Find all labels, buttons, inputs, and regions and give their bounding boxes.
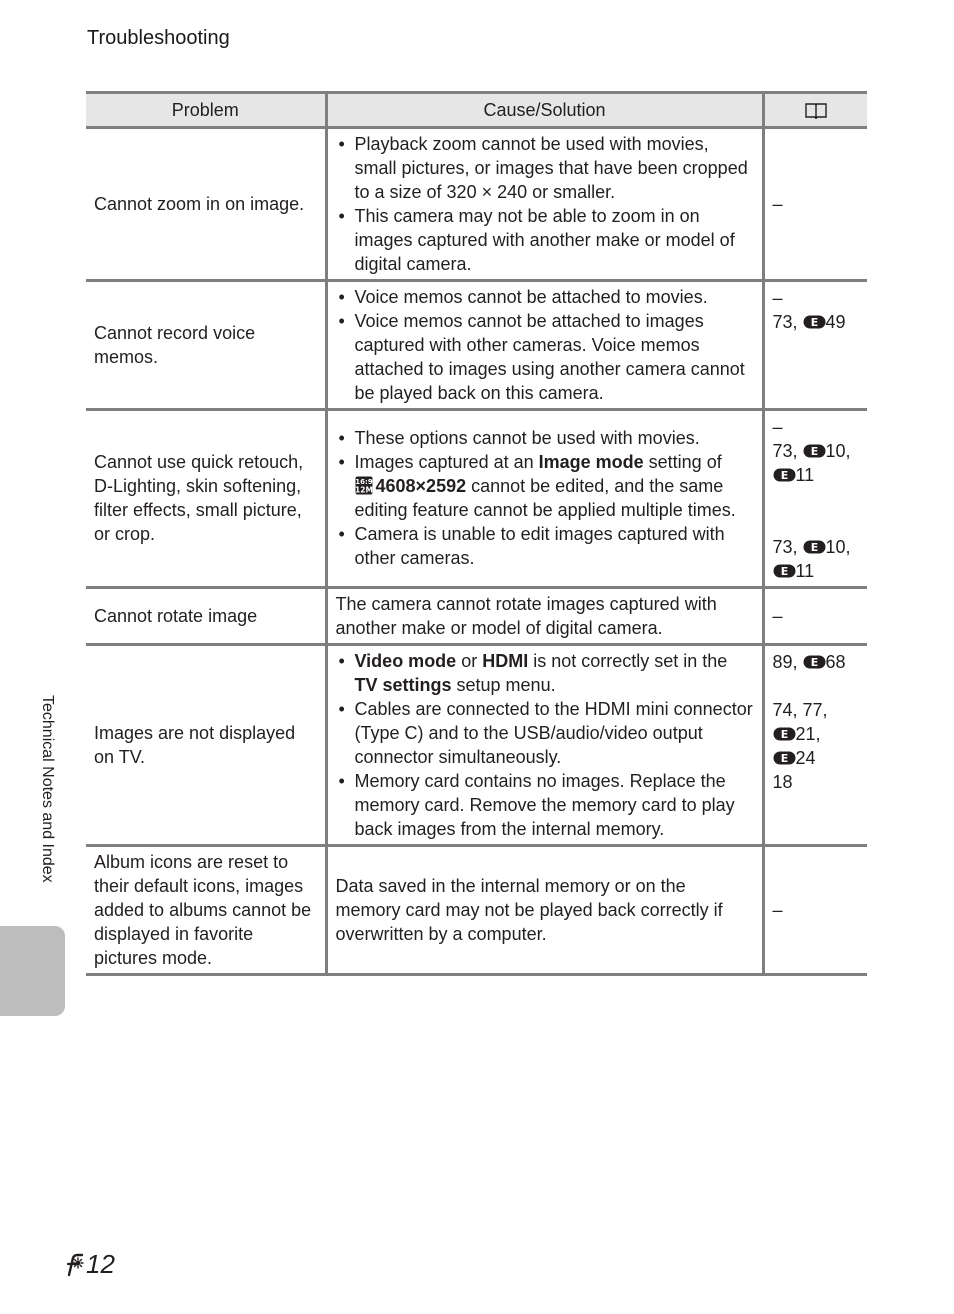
reference-line xyxy=(773,746,860,770)
list-item: • These options cannot be used with movies. xyxy=(336,426,754,450)
image-mode-16-9-12m-icon xyxy=(355,476,373,495)
reference-page: 68 xyxy=(825,652,846,672)
reference-page: 49 xyxy=(825,312,846,332)
reference-line xyxy=(773,535,860,559)
svg-text:E: E xyxy=(810,445,818,458)
problem-cell: Album icons are reset to their default icons, images added to albums cannot be displayed in favorite pictures mode. xyxy=(86,846,326,975)
side-section-tab xyxy=(0,926,65,1016)
reference-page: 10, xyxy=(825,441,851,461)
list-item: • Memory card contains no images. Replace the memory card. Remove the memory card to play back images from the internal memory. xyxy=(336,769,754,841)
svg-text:E: E xyxy=(780,728,788,741)
text-run: Images captured at an xyxy=(354,452,539,472)
troubleshooting-table xyxy=(86,91,867,976)
problem-cell: Cannot record voice memos. xyxy=(86,281,326,410)
reference-line xyxy=(773,722,860,746)
table-row xyxy=(86,846,867,975)
cause-cell: The camera cannot rotate images captured with another make or model of digital camera. xyxy=(326,588,763,645)
reference-line xyxy=(773,650,860,674)
list-item: • Playback zoom cannot be used with movies, small pictures, or images that have been cropped to a size of 320 × 240 or smaller. xyxy=(336,132,754,204)
reference-page: 11 xyxy=(795,561,815,581)
list-item: • Camera is unable to edit images captured with other cameras. xyxy=(336,522,754,570)
svg-text:E: E xyxy=(780,752,788,765)
reference-cell xyxy=(763,281,867,410)
text-run: is not correctly set in the xyxy=(528,650,728,671)
table-row xyxy=(86,410,867,588)
reference-prefix: 73, xyxy=(772,537,803,557)
reference-prefix: 73, xyxy=(772,312,803,332)
reference-line xyxy=(773,463,860,487)
cause-cell: Data saved in the internal memory or on the memory card may not be played back correctly if overwritten by a computer. xyxy=(326,846,763,975)
reference-page: 11 xyxy=(795,465,815,485)
problem-cell: Cannot zoom in on image. xyxy=(86,128,326,281)
list-item: • Voice memos cannot be attached to movies. xyxy=(336,285,754,309)
bold-text: TV settings xyxy=(354,674,452,695)
reference-prefix: 89, xyxy=(772,652,803,672)
header-reference xyxy=(763,93,867,128)
problem-cell: Images are not displayed on TV. xyxy=(86,645,326,846)
reference-line: – xyxy=(772,288,783,308)
reference-cell: – xyxy=(763,588,867,645)
list-item: • Cables are connected to the HDMI mini connector (Type C) and to the USB/audio/video output connector simultaneously. xyxy=(336,697,754,769)
cause-cell xyxy=(326,645,763,846)
table-row xyxy=(86,645,867,846)
page-number xyxy=(60,1249,115,1280)
text-run: cannot be edited, and the same editing feature cannot be applied multiple times. xyxy=(354,476,736,520)
e-reference-icon xyxy=(773,751,796,765)
svg-text:E: E xyxy=(780,469,788,482)
header-problem: Problem xyxy=(86,93,326,128)
cause-cell xyxy=(326,410,763,588)
list-item xyxy=(336,450,754,522)
cause-cell xyxy=(326,128,763,281)
table-row xyxy=(86,588,867,645)
page-number-value: 12 xyxy=(86,1249,115,1279)
reference-spacer xyxy=(773,674,860,698)
e-reference-icon xyxy=(803,444,826,458)
side-section-label: Technical Notes and Index xyxy=(39,695,56,883)
e-reference-icon xyxy=(803,315,826,329)
list-item xyxy=(336,649,754,697)
bold-text: Video mode xyxy=(354,650,457,671)
reference-cell xyxy=(763,645,867,846)
reference-line: – xyxy=(772,417,783,437)
table-row xyxy=(86,281,867,410)
reference-cell: – xyxy=(763,846,867,975)
bold-text: 4608×2592 xyxy=(375,476,467,496)
text-run: or xyxy=(456,650,483,671)
e-reference-icon xyxy=(803,655,826,669)
svg-text:E: E xyxy=(810,541,818,554)
bold-text: HDMI xyxy=(482,650,529,671)
text-run: setup menu. xyxy=(451,674,556,695)
reference-page: 21, xyxy=(795,724,821,744)
e-reference-icon xyxy=(773,468,796,482)
svg-text:E: E xyxy=(810,316,818,329)
problem-cell: Cannot rotate image xyxy=(86,588,326,645)
svg-text:12M: 12M xyxy=(354,485,373,495)
reference-spacer xyxy=(773,487,860,535)
book-icon xyxy=(803,101,829,121)
e-reference-icon xyxy=(773,564,796,578)
reference-cell xyxy=(763,410,867,588)
reference-line: 18 xyxy=(772,772,793,792)
reference-line xyxy=(773,310,860,334)
reference-prefix: 73, xyxy=(772,441,803,461)
cause-cell xyxy=(326,281,763,410)
svg-text:E: E xyxy=(780,565,788,578)
problem-cell: Cannot use quick retouch, D-Lighting, skin softening, filter effects, small picture, or crop. xyxy=(86,410,326,588)
svg-text:E: E xyxy=(810,656,818,669)
section-title: Troubleshooting xyxy=(87,27,230,49)
e-reference-icon xyxy=(803,540,826,554)
f-section-icon xyxy=(60,1250,86,1280)
table-row xyxy=(86,128,867,281)
reference-line xyxy=(773,559,860,583)
list-item: • Voice memos cannot be attached to images captured with other cameras. Voice memos attached to images using another camera cannot be played back on this camera. xyxy=(336,309,754,405)
text-run: setting of xyxy=(643,452,722,472)
reference-line: 74, 77, xyxy=(772,700,828,720)
reference-page: 24 xyxy=(795,748,816,768)
reference-line xyxy=(773,439,860,463)
reference-page: 10, xyxy=(825,537,851,557)
e-reference-icon xyxy=(773,727,796,741)
reference-cell: – xyxy=(763,128,867,281)
list-item: • This camera may not be able to zoom in on images captured with another make or model of digital camera. xyxy=(336,204,754,276)
table-header-row xyxy=(86,93,867,128)
bold-text: Image mode xyxy=(538,452,644,472)
header-cause-solution: Cause/Solution xyxy=(326,93,763,128)
svg-text:16:9: 16:9 xyxy=(354,478,373,486)
